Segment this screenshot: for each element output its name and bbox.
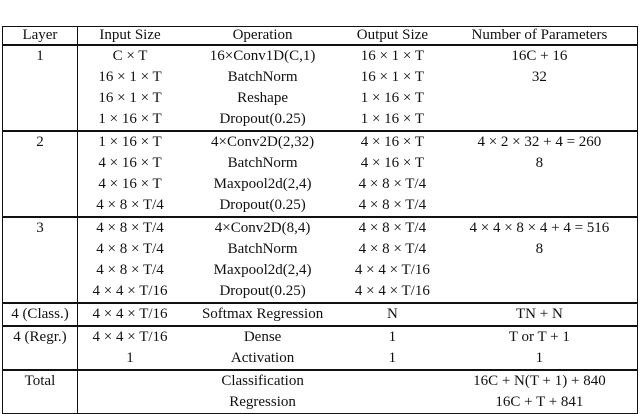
- table-row: [3, 217, 638, 239]
- output-size-cell: 4 × 8 × T/4: [358, 176, 427, 192]
- layer-cell: 2: [3, 131, 78, 153]
- table-row: [3, 326, 638, 348]
- operation-cell: Dense: [182, 326, 343, 348]
- table-row: [3, 45, 638, 67]
- output-size-cell: 1: [343, 326, 442, 348]
- operation-cell: Regression: [229, 394, 296, 410]
- input-size-cell: 4 × 4 × T/16: [92, 283, 168, 299]
- table-row: [3, 260, 638, 281]
- operation-cell: Maxpool2d(2,4): [213, 262, 312, 278]
- layer-cell: Total: [3, 370, 78, 392]
- parameters-cell: 1: [535, 350, 544, 366]
- operation-cell: 4×Conv2D(2,32): [182, 131, 343, 153]
- input-size-cell: 1 × 16 × T: [98, 111, 162, 127]
- layer-cell: [3, 239, 78, 260]
- parameters-cell: [442, 174, 638, 195]
- parameters-cell: 4 × 4 × 8 × 4 + 4 = 516: [442, 217, 638, 239]
- header-output-size: Output Size: [343, 27, 442, 46]
- layer-cell: [3, 260, 78, 281]
- table-row: [3, 88, 638, 109]
- operation-cell: Maxpool2d(2,4): [213, 176, 312, 192]
- layer-cell: 1: [3, 45, 78, 67]
- parameters-cell: 4 × 2 × 32 + 4 = 260: [442, 131, 638, 153]
- output-size-cell: [343, 392, 442, 414]
- input-size-cell: 4 × 4 × T/16: [77, 326, 182, 348]
- output-size-cell: 16 × 1 × T: [343, 45, 442, 67]
- parameters-cell: T or T + 1: [442, 326, 638, 348]
- input-size-cell: 16 × 1 × T: [98, 90, 162, 106]
- layer-cell: [3, 67, 78, 88]
- operation-cell: Softmax Regression: [182, 303, 343, 326]
- output-size-cell: 1: [388, 350, 397, 366]
- operation-cell: Dropout(0.25): [219, 283, 306, 299]
- table-row: [3, 131, 638, 153]
- table-row: [3, 303, 638, 326]
- layer-cell: [3, 348, 78, 370]
- header-row: [3, 27, 638, 46]
- layer-cell: [3, 281, 78, 303]
- operation-cell: Classification: [182, 370, 343, 392]
- input-size-cell: 4 × 16 × T: [98, 155, 162, 171]
- table-row: [3, 153, 638, 174]
- input-size-cell: 1: [126, 350, 134, 366]
- layer-cell: [3, 174, 78, 195]
- output-size-cell: 4 × 8 × T/4: [358, 241, 427, 257]
- layer-cell: [3, 153, 78, 174]
- parameters-cell: [442, 281, 638, 303]
- output-size-cell: 4 × 4 × T/16: [354, 283, 430, 299]
- layer-cell: [3, 195, 78, 217]
- parameters-cell: [442, 260, 638, 281]
- parameters-cell: 8: [535, 241, 544, 257]
- operation-cell: BatchNorm: [227, 69, 298, 85]
- table-row: [3, 109, 638, 131]
- layer-cell: 4 (Regr.): [3, 326, 78, 348]
- operation-cell: Activation: [230, 350, 295, 366]
- output-size-cell: 4 × 4 × T/16: [354, 262, 430, 278]
- parameters-cell: [442, 195, 638, 217]
- layer-cell: 4 (Class.): [3, 303, 78, 326]
- architecture-table: [2, 26, 638, 414]
- output-size-cell: 4 × 16 × T: [343, 131, 442, 153]
- input-size-cell: 4 × 8 × T/4: [96, 241, 164, 257]
- output-size-cell: 4 × 16 × T: [360, 155, 425, 171]
- parameters-cell: 16C + T + 841: [495, 394, 584, 410]
- input-size-cell: 4 × 16 × T: [98, 176, 162, 192]
- header-parameters: Number of Parameters: [442, 27, 638, 46]
- parameters-cell: [442, 109, 638, 131]
- input-size-cell: [77, 392, 182, 414]
- table-row: [3, 67, 638, 88]
- header-input-size: Input Size: [77, 27, 182, 46]
- operation-cell: Dropout(0.25): [219, 111, 306, 127]
- parameters-cell: 16C + 16: [442, 45, 638, 67]
- parameters-cell: [442, 88, 638, 109]
- parameters-cell: 16C + N(T + 1) + 840: [442, 370, 638, 392]
- output-size-cell: 1 × 16 × T: [360, 111, 425, 127]
- input-size-cell: [77, 370, 182, 392]
- parameters-cell: TN + N: [442, 303, 638, 326]
- table-row: [3, 392, 638, 414]
- output-size-cell: 16 × 1 × T: [360, 69, 425, 85]
- output-size-cell: 4 × 8 × T/4: [343, 217, 442, 239]
- input-size-cell: C × T: [77, 45, 182, 67]
- header-layer: Layer: [3, 27, 78, 46]
- input-size-cell: 4 × 8 × T/4: [77, 217, 182, 239]
- input-size-cell: 4 × 8 × T/4: [96, 262, 164, 278]
- layer-cell: 3: [3, 217, 78, 239]
- header-operation: Operation: [182, 27, 343, 46]
- table-row: [3, 195, 638, 217]
- output-size-cell: [343, 370, 442, 392]
- table-row: [3, 174, 638, 195]
- layer-cell: [3, 109, 78, 131]
- layer-cell: [3, 392, 78, 414]
- operation-cell: BatchNorm: [227, 241, 298, 257]
- table-row: [3, 239, 638, 260]
- operation-cell: 4×Conv2D(8,4): [182, 217, 343, 239]
- operation-cell: 16×Conv1D(C,1): [182, 45, 343, 67]
- table-row: [3, 348, 638, 370]
- table-row: [3, 370, 638, 392]
- output-size-cell: 1 × 16 × T: [360, 90, 425, 106]
- parameters-cell: 8: [535, 155, 544, 171]
- operation-cell: Dropout(0.25): [219, 197, 306, 213]
- layer-cell: [3, 88, 78, 109]
- operation-cell: BatchNorm: [227, 155, 298, 171]
- output-size-cell: N: [343, 303, 442, 326]
- input-size-cell: 4 × 8 × T/4: [96, 197, 164, 213]
- operation-cell: Reshape: [237, 90, 288, 106]
- input-size-cell: 16 × 1 × T: [98, 69, 162, 85]
- output-size-cell: 4 × 8 × T/4: [358, 197, 427, 213]
- input-size-cell: 4 × 4 × T/16: [77, 303, 182, 326]
- input-size-cell: 1 × 16 × T: [77, 131, 182, 153]
- table-row: [3, 281, 638, 303]
- parameters-cell: 32: [531, 69, 547, 85]
